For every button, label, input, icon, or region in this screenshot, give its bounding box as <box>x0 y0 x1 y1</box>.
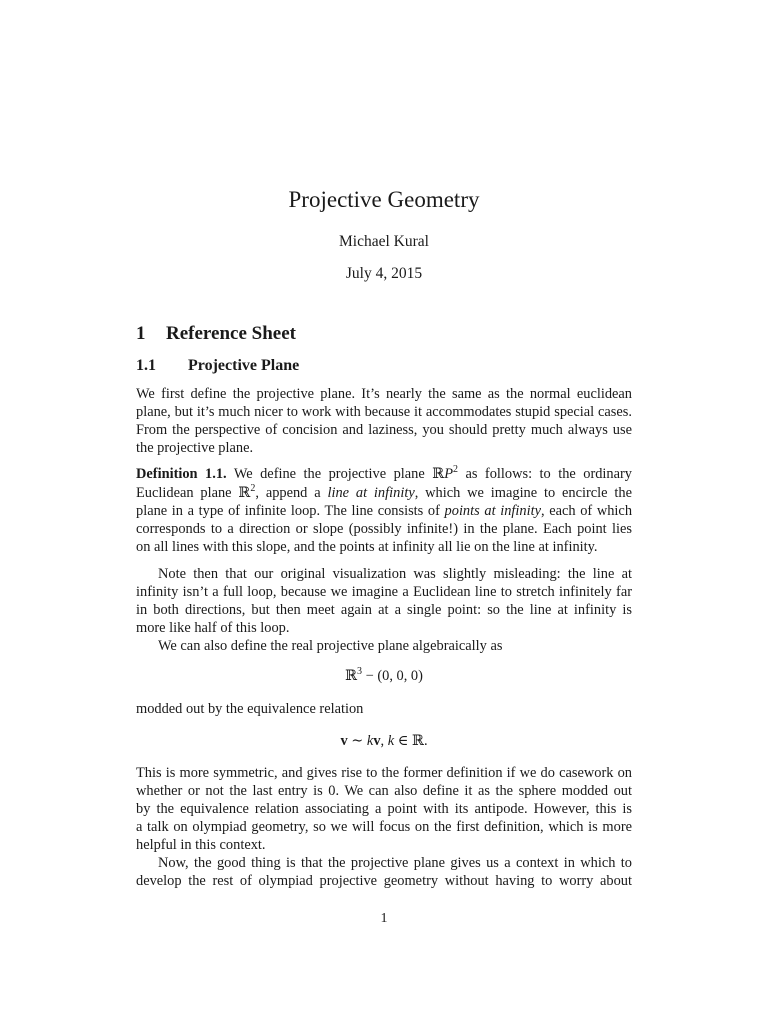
math-operator: . <box>423 733 428 749</box>
paragraph-line: helpful in this context. <box>136 837 266 853</box>
text-run: , each of which <box>540 503 633 519</box>
equation <box>0 733 768 750</box>
paragraph-line: whether or not the last entry is 0. We can also define it as the sphere modded out <box>136 783 632 799</box>
text-run: , append a <box>255 485 328 501</box>
math-exponent: 3 <box>357 666 363 677</box>
paper-title: Projective Geometry <box>288 187 480 212</box>
paper-date: July 4, 2015 <box>345 265 423 282</box>
math-operator: ∼ <box>347 733 367 749</box>
text-run: We define the projective plane <box>226 466 433 482</box>
math-exponent: 2 <box>250 483 256 494</box>
paragraph-line: a talk on olympiad geometry, so we will focus on the first definition, which is more <box>136 819 632 835</box>
math-operator: ∈ <box>394 733 412 749</box>
paragraph-line: From the perspective of concision and laziness, you should pretty much always use <box>136 422 632 438</box>
section-title: Reference Sheet <box>166 323 296 344</box>
math-expression: − (0, 0, 0) <box>362 668 423 684</box>
paragraph-line: infinity isn’t a full loop, because we imagine a Euclidean line to stretch infinitely far <box>136 584 632 600</box>
math-symbol: ℝ <box>432 466 445 482</box>
definition-line <box>136 466 632 483</box>
text-run: , which we imagine to encircle the <box>414 485 632 501</box>
text-run: as follows: to the ordinary <box>457 466 632 482</box>
math-vector: v <box>373 733 381 749</box>
paragraph-line: develop the rest of olympiad projective geometry without having to worry about <box>136 873 632 889</box>
emphasis: points at infinity <box>444 503 541 519</box>
paragraph-line: by the equivalence relation associating a point with its antipode. However, this is <box>136 801 632 817</box>
paragraph-line: Note then that our original visualization was slightly misleading: the line at <box>158 566 632 582</box>
math-vector: v <box>340 733 348 749</box>
text-run: Euclidean plane <box>136 485 239 501</box>
math-symbol: ℝ <box>238 485 251 501</box>
paragraph-line: modded out by the equivalence relation <box>136 701 364 717</box>
math-operator: , <box>380 733 388 749</box>
math-symbol: k <box>366 733 374 749</box>
definition-line <box>136 503 632 520</box>
text-run: plane in a type of infinite loop. The line consists of <box>136 503 445 519</box>
math-symbol: P <box>444 466 453 482</box>
subsection-number: 1.1 <box>136 357 156 374</box>
emphasis: line at infinity <box>327 485 415 501</box>
paragraph-line: the projective plane. <box>136 440 254 456</box>
definition-label: Definition 1.1. <box>136 466 227 482</box>
paragraph-line: more like half of this loop. <box>136 620 290 636</box>
math-exponent: 2 <box>452 464 458 475</box>
paragraph-line: Now, the good thing is that the projective plane gives us a context in which to <box>158 855 632 871</box>
equation <box>0 668 768 685</box>
page-number: 1 <box>380 911 388 926</box>
paragraph-line: in both directions, but then meet again at a single point: so the line at infinity is <box>136 602 632 618</box>
definition-line: corresponds to a direction or slope (possibly infinite!) in the plane. Each point lies <box>136 521 632 537</box>
math-symbol: ℝ <box>345 668 358 684</box>
definition-line: on all lines with this slope, and the points at infinity all lie on the line at infinity. <box>136 539 598 555</box>
section-number: 1 <box>136 323 146 344</box>
author-name: Michael Kural <box>339 233 429 250</box>
paragraph-line: This is more symmetric, and gives rise to the former definition if we do casework on <box>136 765 632 781</box>
math-symbol: ℝ <box>411 733 424 749</box>
definition-line <box>136 485 632 502</box>
math-symbol: k <box>387 733 395 749</box>
subsection-title: Projective Plane <box>188 357 300 374</box>
paragraph-line: We can also define the real projective plane algebraically as <box>158 638 503 654</box>
paragraph-line: We first define the projective plane. It’s nearly the same as the normal euclidean <box>136 386 632 402</box>
paragraph-line: plane, but it’s much nicer to work with because it accommodates stupid special cases. <box>136 404 632 420</box>
section-heading <box>136 323 296 345</box>
subsection-heading <box>136 357 299 375</box>
